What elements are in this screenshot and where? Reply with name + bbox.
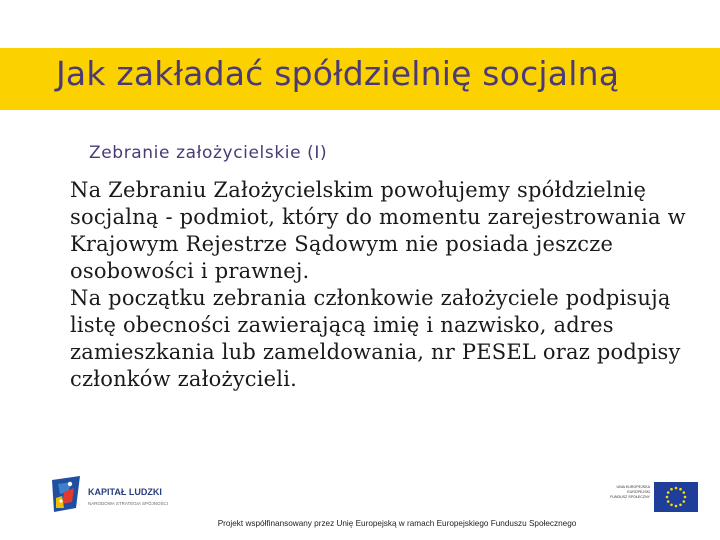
eu-logo [580, 482, 700, 514]
slide-title: Jak zakładać spółdzielnię socjalną [56, 54, 620, 93]
eu-logo-text [600, 485, 650, 500]
slide-body [70, 177, 690, 393]
slide-subtitle: Zebranie założycielskie (I) [89, 143, 328, 163]
kapital-ludzki-logo [50, 474, 210, 514]
kapital-ludzki-subtitle: NARODOWA STRATEGIA SPÓJNOŚCI [88, 501, 169, 506]
kapital-ludzki-name: KAPITAŁ LUDZKI [88, 487, 162, 497]
body-paragraph: Na Zebraniu Założycielskim powołujemy spółdzielnię socjalną - podmiot, który do momentu zarejestrowania w Krajowym Rejestrze Sądowym nie posiada jeszcze osobowości i prawnej. [70, 178, 686, 283]
footer-note [0, 519, 720, 528]
kapital-ludzki-emblem-icon [50, 474, 86, 514]
body-paragraph: Na początku zebrania członkowie założyciele podpisują listę obecności zawierającą imię i nazwisko, adres zamieszkania lub zameldowania, nr PESEL oraz podpisy członków założycieli. [70, 286, 681, 391]
eu-flag-icon [654, 482, 698, 512]
eu-logo-line: EUROPEJSKI [627, 490, 650, 494]
eu-logo-line: UNIA EUROPEJSKA [616, 485, 650, 489]
eu-logo-line: FUNDUSZ SPOŁECZNY [610, 495, 650, 499]
footer-text: Projekt współfinansowany przez Unię Europejską w ramach Europejskiego Funduszu Społecznego [217, 519, 577, 528]
